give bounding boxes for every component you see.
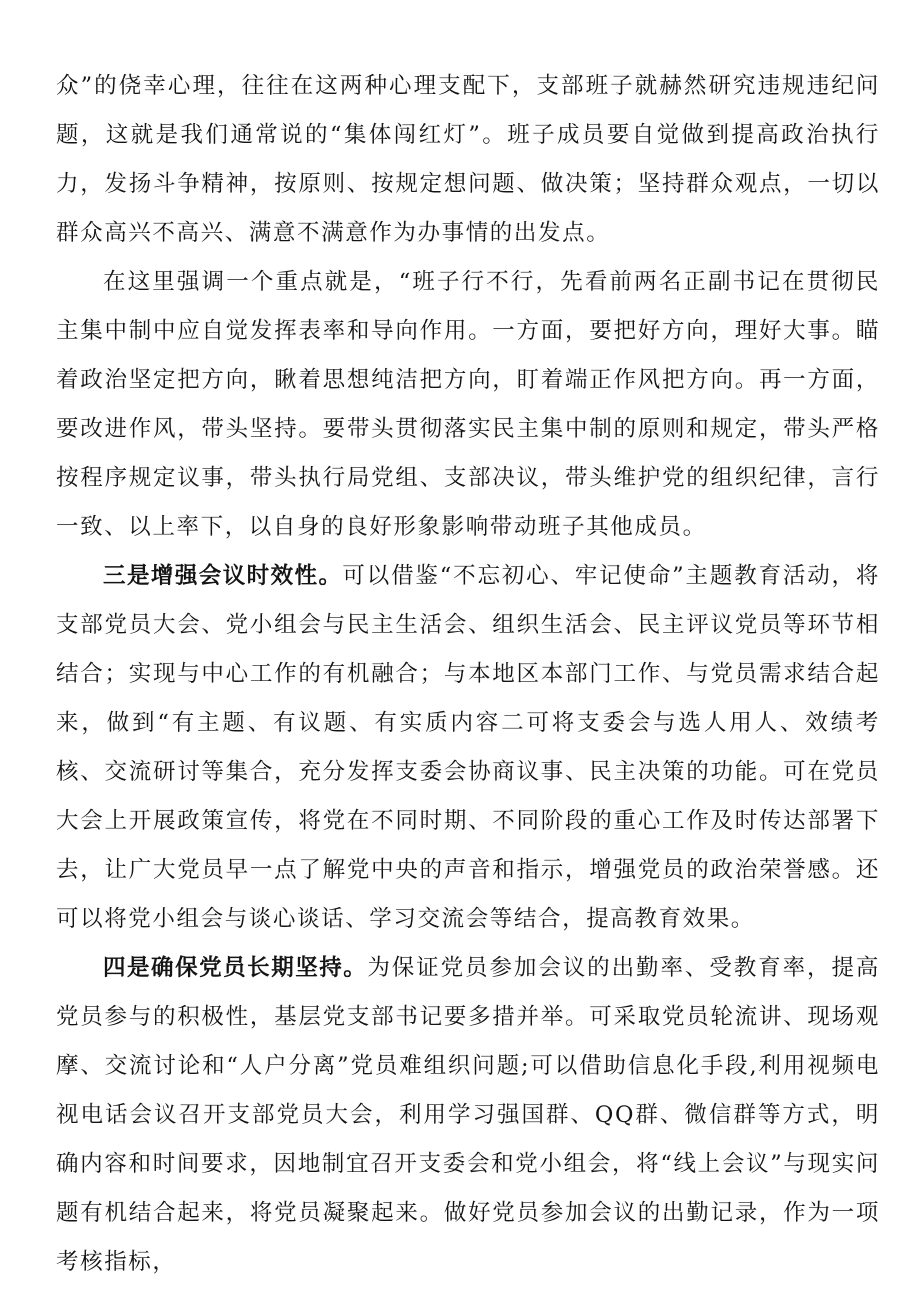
paragraph-lead-heading: 三是增强会议时效性。 bbox=[103, 563, 343, 589]
paragraph-lead-heading: 四是确保党员长期坚持。 bbox=[103, 955, 368, 981]
paragraph-text: 在这里强调一个重点就是，“班子行不行，先看前两名正副书记在贯彻民主集中制中应自觉发挥表率和导向作用。一方面，要把好方向，理好大事。瞄着政治坚定把方向，瞅着思想纯洁把方向，盯着端正作风把方向。再一方面，要改进作风，带头坚持。要带头贯彻落实民主集中制的原则和规定，带头严格按程序规定议事，带头执行局党组、支部决议，带头维护党的组织纪律，言行一致、以上率下，以自身的良好形象影响带动班子其他成员。 bbox=[56, 269, 880, 540]
paragraph-text: 为保证党员参加会议的出勤率、受教育率，提高党员参与的积极性，基层党支部书记要多措并举。可采取党员轮流讲、现场观摩、交流讨论和“人户分离”党员难组织问题;可以借助信息化手段,利用视频电视电话会议召开支部党员大会，利用学习强国群、QQ群、微信群等方式，明确内容和时间要求，因地制宜召开支委会和党小组会，将“线上会议”与现实问题有机结合起来，将党员凝聚起来。做好党员参加会议的出勤记录，作为一项考核指标， bbox=[56, 955, 881, 1275]
paragraph-text: 可以借鉴“不忘初心、牢记使命”主题教育活动，将支部党员大会、党小组会与民主生活会、组织生活会、民主评议党员等环节相结合；实现与中心工作的有机融合；与本地区本部门工作、与党员需求结合起来，做到“有主题、有议题、有实质内容二可将支委会与选人用人、效绩考核、交流研讨等集合，充分发挥支委会协商议事、民主决策的功能。可在党员大会上开展政策宣传，将党在不同时期、不同阶段的重心工作及时传达部署下去，让广大党员早一点了解党中央的声音和指示，增强党员的政治荣誉感。还可以将党小组会与谈心谈话、学习交流会等结合，提高教育效果。 bbox=[56, 563, 880, 932]
paragraph-leadership-role bbox=[56, 258, 880, 552]
paragraph-meeting-effectiveness bbox=[56, 552, 880, 944]
paragraph-long-term-persistence bbox=[56, 944, 880, 1287]
paragraph-text: 众”的侥幸心理，往往在这两种心理支配下，支部班子就赫然研究违规违纪问题，这就是我们通常说的“集体闯红灯”。班子成员要自觉做到提高政治执行力，发扬斗争精神，按原则、按规定想问题、做决策；坚持群众观点，一切以群众高兴不高兴、满意不满意作为办事情的出发点。 bbox=[56, 73, 880, 246]
paragraph-continuation bbox=[56, 62, 880, 258]
